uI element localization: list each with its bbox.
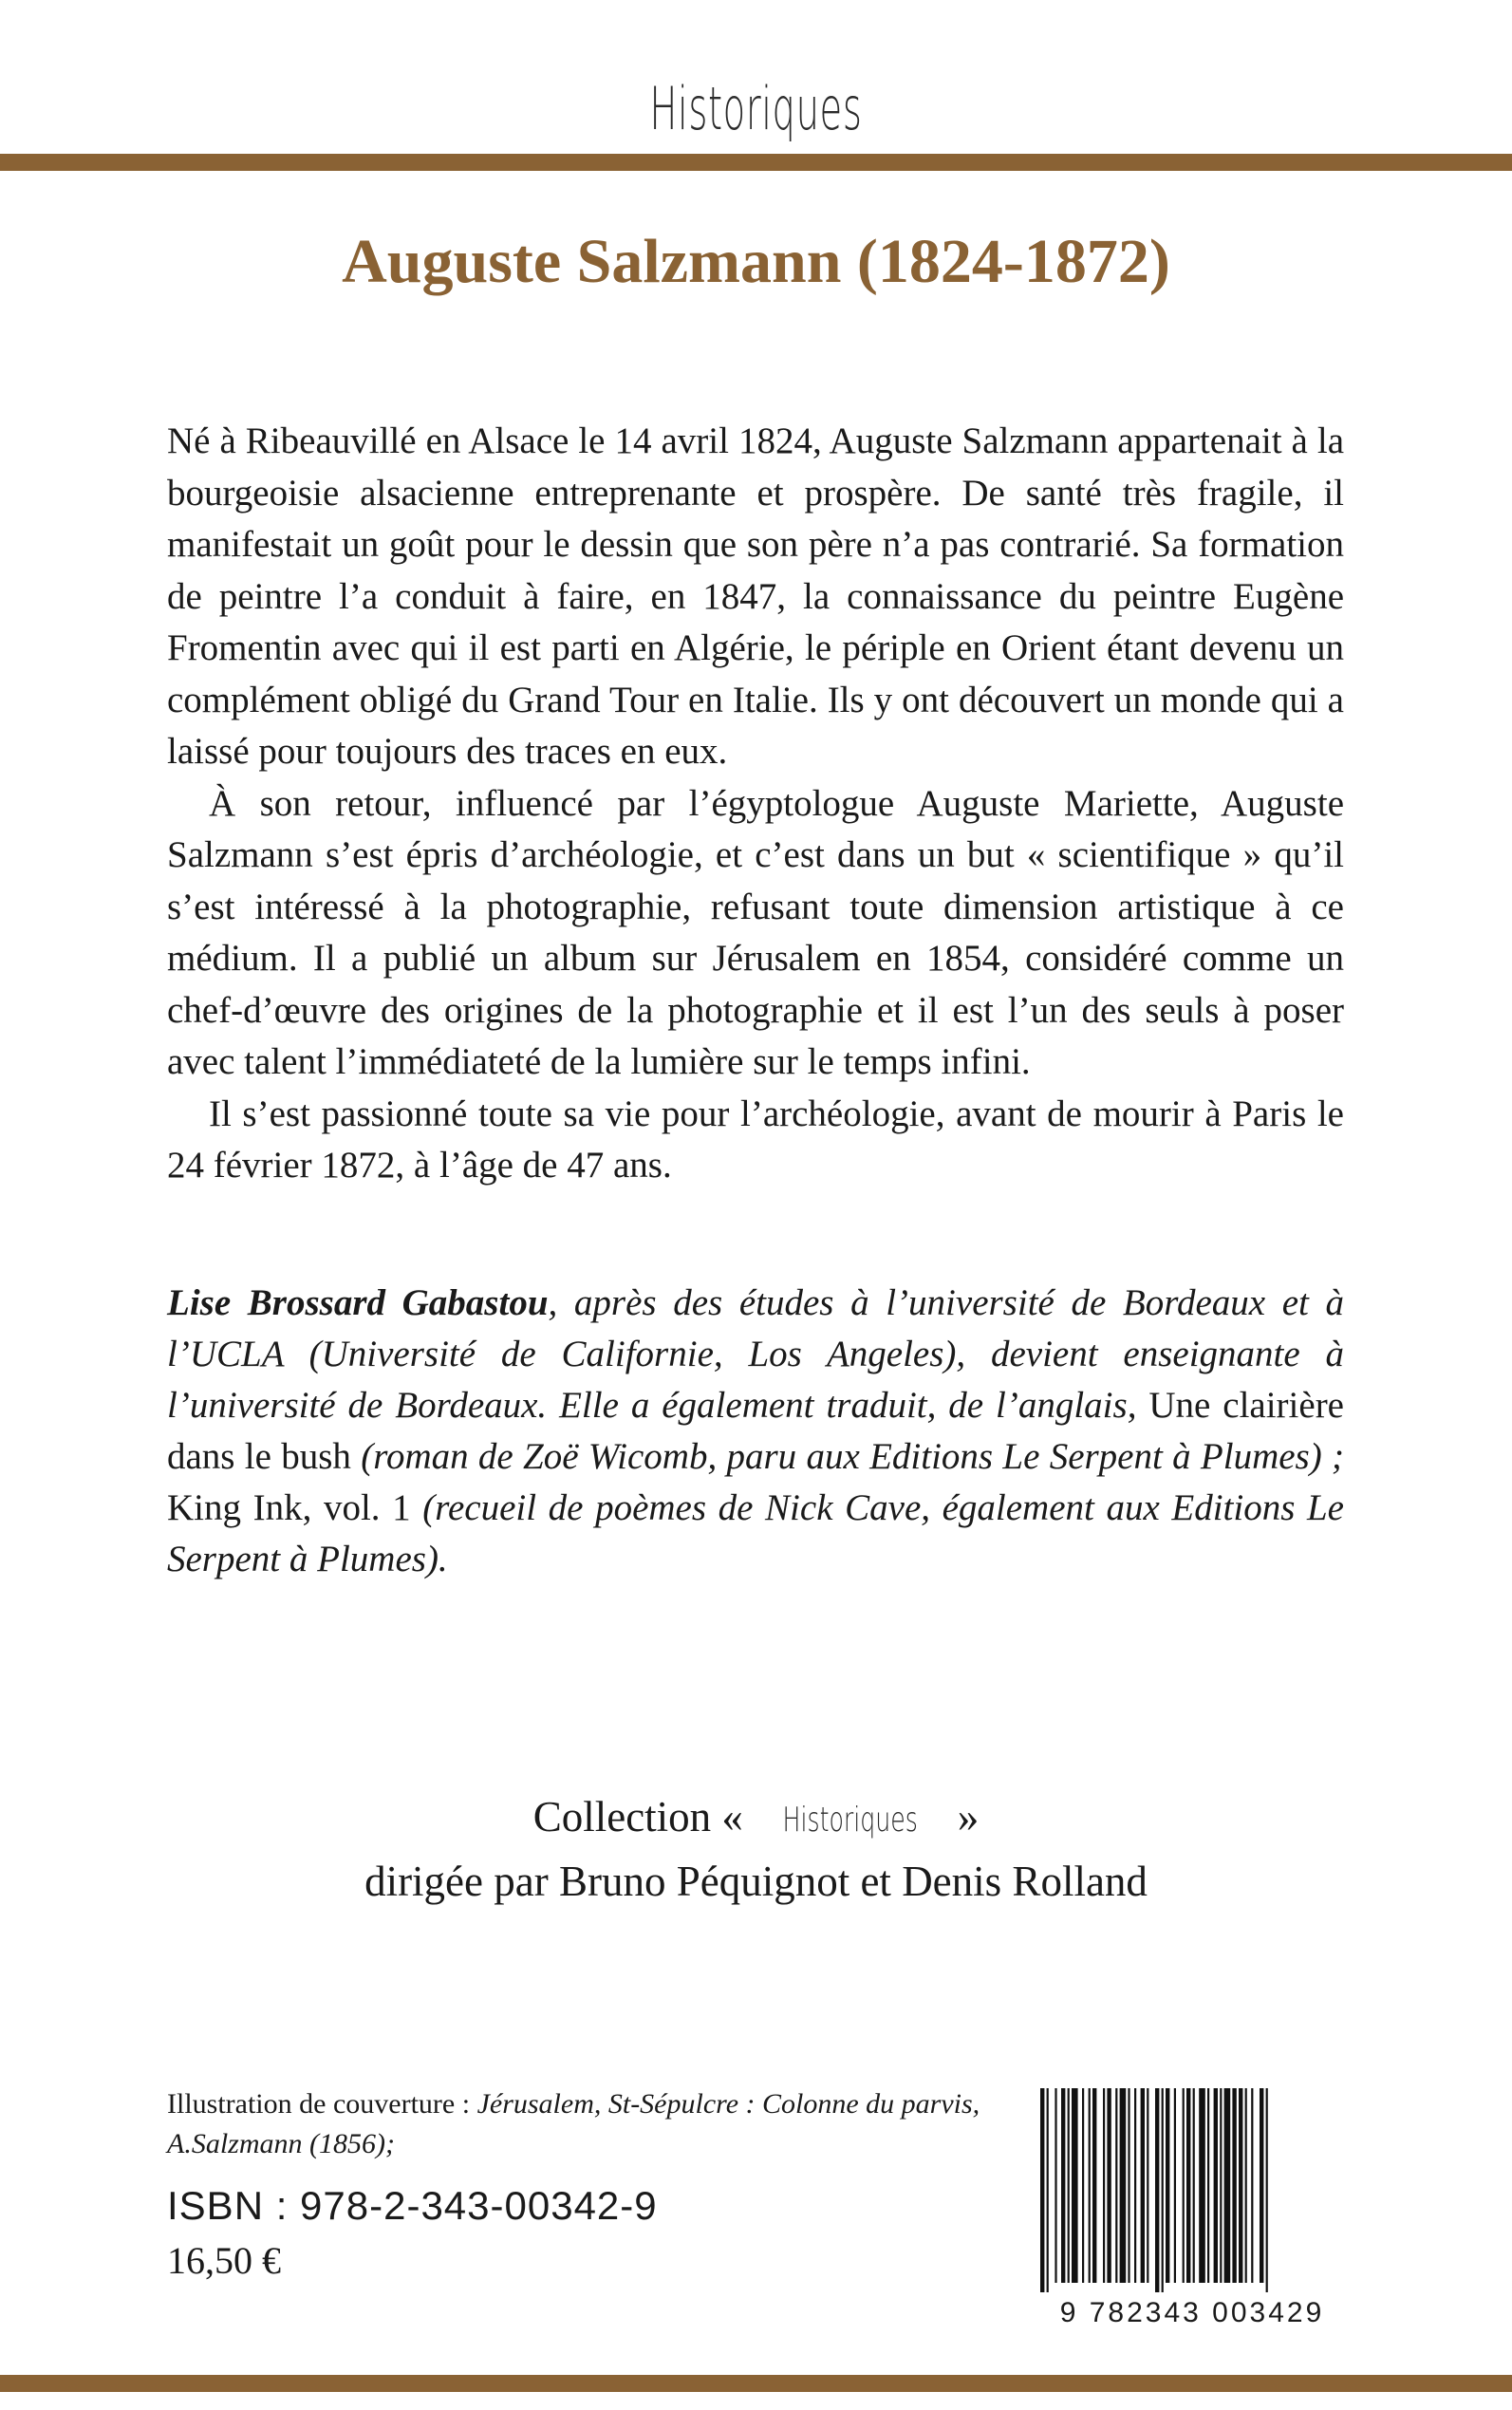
barcode-bar [1068,2088,1070,2283]
barcode-bar [1224,2088,1231,2283]
barcode-bar [1239,2088,1242,2283]
barcode-bar [1089,2088,1091,2283]
barcode-bar [1120,2088,1127,2283]
barcode-bar [1214,2088,1218,2283]
translated-book-2: King Ink [167,1487,303,1528]
author-bio-part1: , après des études à l’université de Bordeaux et à l’UCLA (Université de Californie, Los Angeles), devient enseignante à l’université de Bordeaux. Elle a également traduit, de l’anglais, [167,1282,1345,1426]
barcode-bar [1082,2088,1084,2283]
description-paragraph-2: À son retour, influencé par l’égyptologue Auguste Mariette, Auguste Salzmann s’est épris d’archéologie, et c’est dans un but « scientifique » qu’il s’est intéressé à la photographie, refusant toute dimension artistique à ce médium. Il a publié un album sur Jérusalem en 1854, considéré comme un chef-d’œuvre des origines de la photographie et il est l’un des seuls à poser avec talent l’immédiateté de la lumière sur le temps infini. [167,782,1344,1082]
collection-series-logo: Historiques [782,1801,919,1840]
series-logo: Historiques [649,74,863,143]
collection-directors: dirigée par Bruno Péquignot et Denis Rolland [364,1858,1148,1905]
illustration-label: Illustration de couverture : [167,2088,477,2120]
barcode-bar [1072,2088,1078,2283]
barcode-bar [1061,2088,1065,2283]
author-name: Lise Brossard Gabastou [167,1282,549,1323]
barcode-bar [1128,2088,1129,2283]
book-title: Auguste Salzmann (1824-1872) [342,227,1170,296]
description-paragraph-3: Il s’est passionné toute sa vie pour l’archéologie, avant de mourir à Paris le 24 février 1872, à l’âge de 47 ans. [167,1093,1344,1186]
barcode-bar [1183,2088,1185,2283]
description-paragraph-1: Né à Ribeauvillé en Alsace le 14 avril 1824, Auguste Salzmann appartenait à la bourgeoisie alsacienne entreprenante et prospère. De santé très fragile, il manifestait un goût pour le dessin que son père n’a pas contrarié. Sa formation de peintre l’a conduit à faire, en 1847, la connaissance du peintre Eugène Fromentin avec qui il est parti en Algérie, le périple en Orient étant devenu un complément obligé du Grand Tour en Italie. Ils y ont découvert un monde qui a laissé pour toujours des traces en eux. [167,420,1344,772]
isbn: ISBN : 978-2-343-00342-9 [167,2183,658,2228]
author-bio-part3: (recueil de poèmes de Nick Cave, également aux Editions Le Serpent à Plumes). [167,1487,1344,1579]
barcode-bar [1260,2088,1263,2283]
barcode-bar [1141,2088,1145,2283]
barcode-bar [1162,2088,1164,2292]
barcode-bar [1245,2088,1247,2283]
barcode-bar [1040,2088,1044,2292]
barcode-bar [1174,2088,1176,2283]
barcode-bar [1186,2088,1190,2283]
barcode [1031,2088,1353,2335]
cover-illustration-credit [167,2084,1002,2164]
barcode-bar [1134,2088,1136,2283]
book-description [167,416,1344,1192]
bottom-rule [0,2375,1512,2392]
barcode-bars [1031,2088,1353,2292]
barcode-bar [1092,2088,1096,2283]
barcode-bar [1251,2088,1253,2283]
barcode-bar [1166,2088,1169,2283]
author-bio-part2: (roman de Zoë Wicomb, paru aux Editions Le Serpent à Plumes) ; [350,1436,1345,1477]
barcode-bar [1232,2088,1236,2283]
barcode-digits: 9 782343 003429 [1059,2297,1325,2328]
barcode-bar [1266,2088,1268,2292]
translated-book-2-volume: , vol. 1 [302,1487,411,1528]
collection-suffix: » [957,1793,980,1840]
barcode-bar [1115,2088,1117,2283]
barcode-bar [1220,2088,1222,2283]
barcode-bar [1193,2088,1195,2283]
collection-info [0,1786,1512,1912]
collection-prefix: Collection « [532,1793,743,1840]
author-bio [167,1278,1344,1585]
barcode-bar [1199,2088,1205,2283]
collection-line [0,1786,1512,1851]
price: 16,50 € [167,2239,281,2282]
translated-book-1: Une clairière dans le bush [167,1385,1344,1477]
barcode-bar [1147,2088,1148,2283]
barcode-bar [1103,2088,1105,2283]
barcode-bar [1207,2088,1209,2283]
illustration-text: Jérusalem, St-Sépulcre : Colonne du parvis, A.Salzmann (1856); [167,2088,980,2159]
barcode-bar [1055,2088,1056,2283]
barcode-bar [1107,2088,1111,2283]
barcode-bar [1155,2088,1159,2292]
barcode-bar [1047,2088,1049,2292]
top-rule [0,154,1512,171]
